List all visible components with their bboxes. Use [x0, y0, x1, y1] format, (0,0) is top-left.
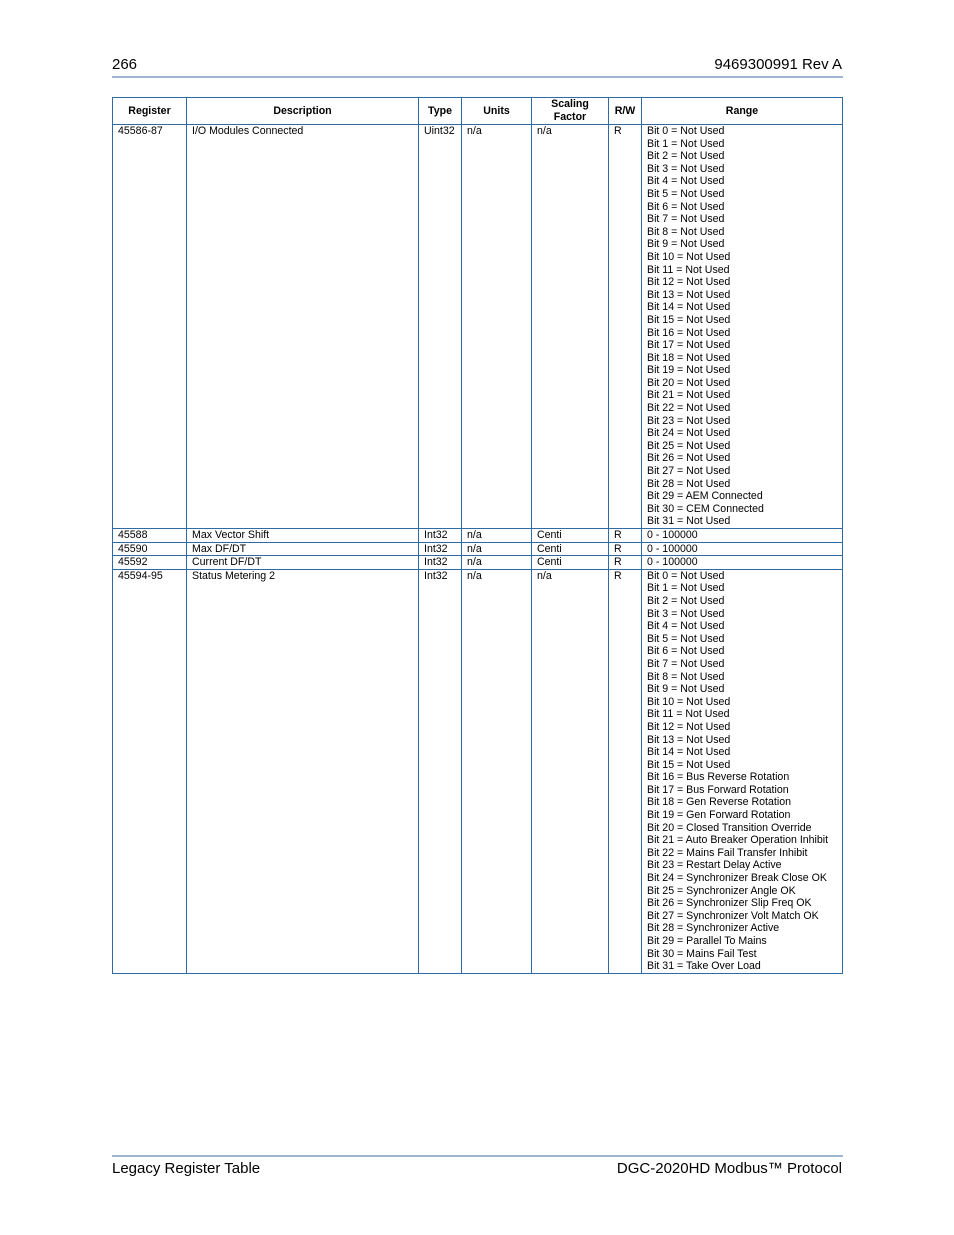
range-line: Bit 0 = Not Used [647, 569, 725, 582]
range-line: Bit 26 = Not Used [647, 452, 731, 465]
range-line: Bit 2 = Not Used [647, 150, 725, 163]
range-line: Bit 1 = Not Used [647, 582, 725, 595]
range-line: Bit 7 = Not Used [647, 657, 725, 670]
range-line: Bit 4 = Not Used [647, 175, 725, 188]
cell-units: n/a [462, 542, 532, 556]
cell-register: 45590 [113, 542, 187, 556]
range-line: Bit 21 = Not Used [647, 389, 731, 402]
range-line: Bit 6 = Not Used [647, 645, 725, 658]
cell-scaling: Centi [532, 542, 609, 556]
range-line: Bit 8 = Not Used [647, 670, 725, 683]
table-row [113, 529, 843, 543]
range-line: Bit 14 = Not Used [647, 746, 731, 759]
cell-description: Current DF/DT [187, 556, 419, 570]
document-number: 9469300991 Rev A [714, 56, 842, 73]
range-line: 0 - 100000 [647, 542, 698, 555]
range-line: Bit 18 = Gen Reverse Rotation [647, 796, 791, 809]
cell-rw: R [609, 125, 642, 529]
col-header-units: Units [462, 98, 532, 125]
range-line: Bit 19 = Gen Forward Rotation [647, 809, 791, 822]
page-number: 266 [112, 56, 138, 73]
range-line: Bit 9 = Not Used [647, 683, 725, 696]
cell-scaling: Centi [532, 556, 609, 570]
cell-description: I/O Modules Connected [187, 125, 419, 529]
range-line: Bit 7 = Not Used [647, 213, 725, 226]
range-line: Bit 17 = Bus Forward Rotation [647, 783, 789, 796]
cell-description: Status Metering 2 [187, 569, 419, 973]
range-line: Bit 20 = Not Used [647, 376, 731, 389]
cell-rw: R [609, 542, 642, 556]
col-header-scaling-factor [532, 98, 609, 125]
cell-range [642, 125, 843, 529]
table-row [113, 542, 843, 556]
range-line: Bit 3 = Not Used [647, 162, 725, 175]
cell-scaling: n/a [532, 569, 609, 973]
scaling-line-1: Scaling [551, 98, 589, 110]
table-row [113, 125, 843, 529]
range-line: Bit 4 = Not Used [647, 620, 725, 633]
cell-type: Int32 [419, 529, 462, 543]
range-line: 0 - 100000 [647, 556, 698, 569]
range-line: Bit 5 = Not Used [647, 632, 725, 645]
cell-type: Int32 [419, 556, 462, 570]
cell-range [642, 569, 843, 973]
cell-type: Uint32 [419, 125, 462, 529]
range-line: Bit 27 = Not Used [647, 465, 731, 478]
range-line: Bit 5 = Not Used [647, 187, 725, 200]
register-table [112, 97, 843, 974]
cell-range [642, 542, 843, 556]
cell-range [642, 556, 843, 570]
range-line: Bit 21 = Auto Breaker Operation Inhibit [647, 834, 829, 847]
cell-register: 45586-87 [113, 125, 187, 529]
range-line: Bit 31 = Not Used [647, 515, 731, 528]
range-line: Bit 1 = Not Used [647, 137, 725, 150]
header-rule [112, 76, 843, 78]
scaling-line-2: Factor [553, 111, 587, 123]
cell-rw: R [609, 529, 642, 543]
col-header-rw: R/W [609, 98, 642, 125]
range-line: Bit 18 = Not Used [647, 351, 731, 364]
table-header-row [113, 98, 843, 125]
range-line: Bit 29 = AEM Connected [647, 490, 763, 503]
range-line: Bit 27 = Synchronizer Volt Match OK [647, 909, 819, 922]
cell-description: Max Vector Shift [187, 529, 419, 543]
range-line: Bit 13 = Not Used [647, 733, 731, 746]
range-line: Bit 17 = Not Used [647, 339, 731, 352]
col-header-range: Range [642, 98, 843, 125]
range-line: Bit 28 = Synchronizer Active [647, 922, 780, 935]
range-line: Bit 16 = Bus Reverse Rotation [647, 771, 790, 784]
range-line: Bit 28 = Not Used [647, 477, 731, 490]
footer-rule [112, 1155, 843, 1157]
cell-units: n/a [462, 529, 532, 543]
cell-register: 45588 [113, 529, 187, 543]
range-line: Bit 2 = Not Used [647, 594, 725, 607]
range-line: Bit 14 = Not Used [647, 301, 731, 314]
range-line: Bit 19 = Not Used [647, 364, 731, 377]
cell-units: n/a [462, 125, 532, 529]
range-line: Bit 12 = Not Used [647, 276, 731, 289]
range-line: Bit 6 = Not Used [647, 200, 725, 213]
col-header-description: Description [187, 98, 419, 125]
cell-rw: R [609, 556, 642, 570]
cell-units: n/a [462, 556, 532, 570]
range-line: Bit 26 = Synchronizer Slip Freq OK [647, 897, 812, 910]
range-line: Bit 25 = Not Used [647, 439, 731, 452]
range-line: Bit 24 = Not Used [647, 427, 731, 440]
range-line: Bit 3 = Not Used [647, 607, 725, 620]
cell-range [642, 529, 843, 543]
cell-scaling: n/a [532, 125, 609, 529]
footer-section-title: Legacy Register Table [112, 1160, 261, 1177]
range-line: 0 - 100000 [647, 529, 698, 541]
range-line: Bit 23 = Restart Delay Active [647, 859, 782, 872]
range-line: Bit 10 = Not Used [647, 250, 731, 263]
cell-units: n/a [462, 569, 532, 973]
cell-description: Max DF/DT [187, 542, 419, 556]
range-line: Bit 30 = Mains Fail Test [647, 947, 757, 960]
range-line: Bit 23 = Not Used [647, 414, 731, 427]
cell-scaling: Centi [532, 529, 609, 543]
range-line: Bit 16 = Not Used [647, 326, 731, 339]
range-line: Bit 15 = Not Used [647, 313, 731, 326]
range-line: Bit 10 = Not Used [647, 695, 731, 708]
range-line: Bit 9 = Not Used [647, 238, 725, 251]
cell-register: 45594-95 [113, 569, 187, 973]
range-line: Bit 20 = Closed Transition Override [647, 821, 812, 834]
range-line: Bit 25 = Synchronizer Angle OK [647, 884, 796, 897]
range-line: Bit 0 = Not Used [647, 125, 725, 137]
range-line: Bit 22 = Not Used [647, 402, 731, 415]
cell-register: 45592 [113, 556, 187, 570]
range-line: Bit 15 = Not Used [647, 758, 731, 771]
range-line: Bit 11 = Not Used [647, 263, 730, 276]
range-line: Bit 8 = Not Used [647, 225, 725, 238]
table-row [113, 569, 843, 973]
range-line: Bit 24 = Synchronizer Break Close OK [647, 872, 827, 885]
cell-type: Int32 [419, 542, 462, 556]
col-header-type: Type [419, 98, 462, 125]
cell-rw: R [609, 569, 642, 973]
range-line: Bit 12 = Not Used [647, 720, 731, 733]
table-row [113, 556, 843, 570]
col-header-register: Register [113, 98, 187, 125]
range-line: Bit 13 = Not Used [647, 288, 731, 301]
table-body [113, 125, 843, 974]
range-line: Bit 31 = Take Over Load [647, 960, 761, 973]
footer-document-title: DGC-2020HD Modbus™ Protocol [616, 1160, 842, 1177]
range-line: Bit 29 = Parallel To Mains [647, 935, 767, 947]
cell-type: Int32 [419, 569, 462, 973]
range-line: Bit 22 = Mains Fail Transfer Inhibit [647, 846, 808, 859]
range-line: Bit 30 = CEM Connected [647, 502, 764, 515]
range-line: Bit 11 = Not Used [647, 708, 730, 721]
